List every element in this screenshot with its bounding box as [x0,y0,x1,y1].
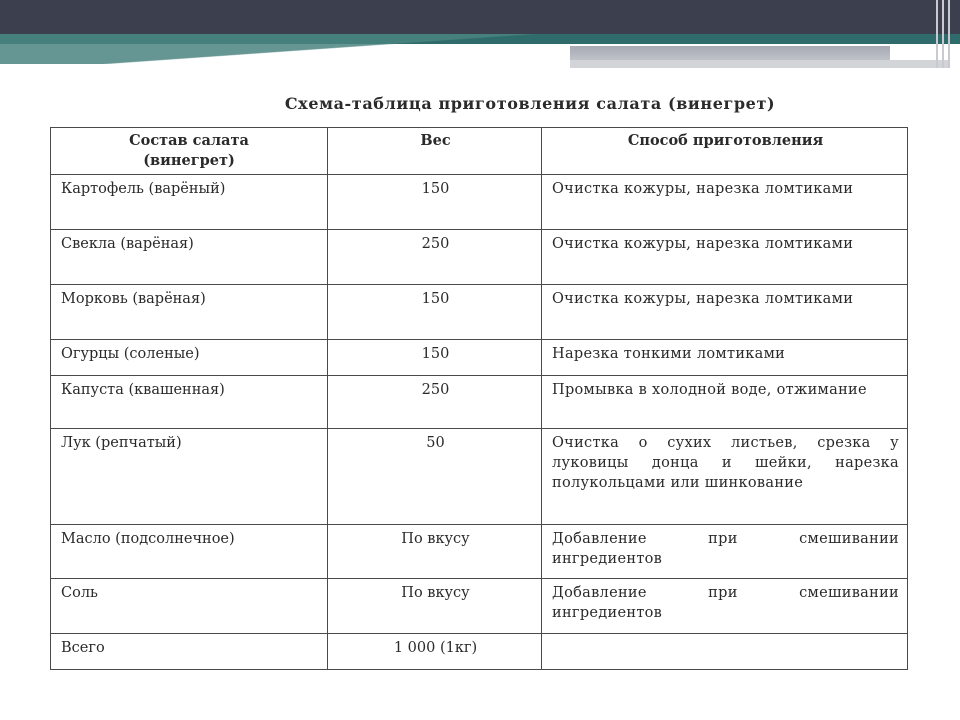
table-row [51,230,908,285]
table-title: Схема-таблица приготовления салата (винегрет) [284,94,776,113]
method-cell: Нарезка тонкими ломтиками [542,340,908,376]
method-cell: Добавление при смешивании ингредиентов [542,525,908,579]
ingredient-cell: Лук (репчатый) [51,429,328,525]
table-row [51,285,908,340]
weight-cell: 50 [328,429,542,525]
table-row [51,340,908,376]
total-weight-cell: 1 000 (1кг) [328,634,542,670]
weight-cell: 250 [328,230,542,285]
weight-cell: 150 [328,285,542,340]
ingredient-cell: Огурцы (соленые) [51,340,328,376]
table-row [51,175,908,230]
weight-cell: По вкусу [328,525,542,579]
table-row [51,376,908,429]
table-row-total [51,634,908,670]
header-ingredients: Состав салата (винегрет) [51,128,328,175]
weight-cell: 150 [328,340,542,376]
header-method: Способ приготовления [542,128,908,175]
weight-cell: 250 [328,376,542,429]
total-label-cell: Всего [51,634,328,670]
header-gray-stripe-secondary [570,60,950,68]
method-cell: Очистка кожуры, нарезка ломтиками [542,230,908,285]
method-cell: Добавление при смешивании ингредиентов [542,579,908,634]
header-weight: Вес [328,128,542,175]
weight-cell: 150 [328,175,542,230]
ingredient-cell: Соль [51,579,328,634]
method-cell: Очистка о сухих листьев, срезка у луковицы донца и шейки, нарезка полукольцами или шинкование [542,429,908,525]
table-row [51,525,908,579]
method-cell: Очистка кожуры, нарезка ломтиками [542,175,908,230]
recipe-table [50,127,908,670]
method-cell: Промывка в холодной воде, отжимание [542,376,908,429]
weight-cell: По вкусу [328,579,542,634]
total-method-cell [542,634,908,670]
ingredient-cell: Морковь (варёная) [51,285,328,340]
ingredient-cell: Картофель (варёный) [51,175,328,230]
method-cell: Очистка кожуры, нарезка ломтиками [542,285,908,340]
table-row [51,429,908,525]
ingredient-cell: Свекла (варёная) [51,230,328,285]
table-row [51,579,908,634]
ingredient-cell: Масло (подсолнечное) [51,525,328,579]
ingredient-cell: Капуста (квашенная) [51,376,328,429]
table-header-row [51,128,908,175]
header-band [0,0,960,34]
corner-decoration [930,0,960,70]
